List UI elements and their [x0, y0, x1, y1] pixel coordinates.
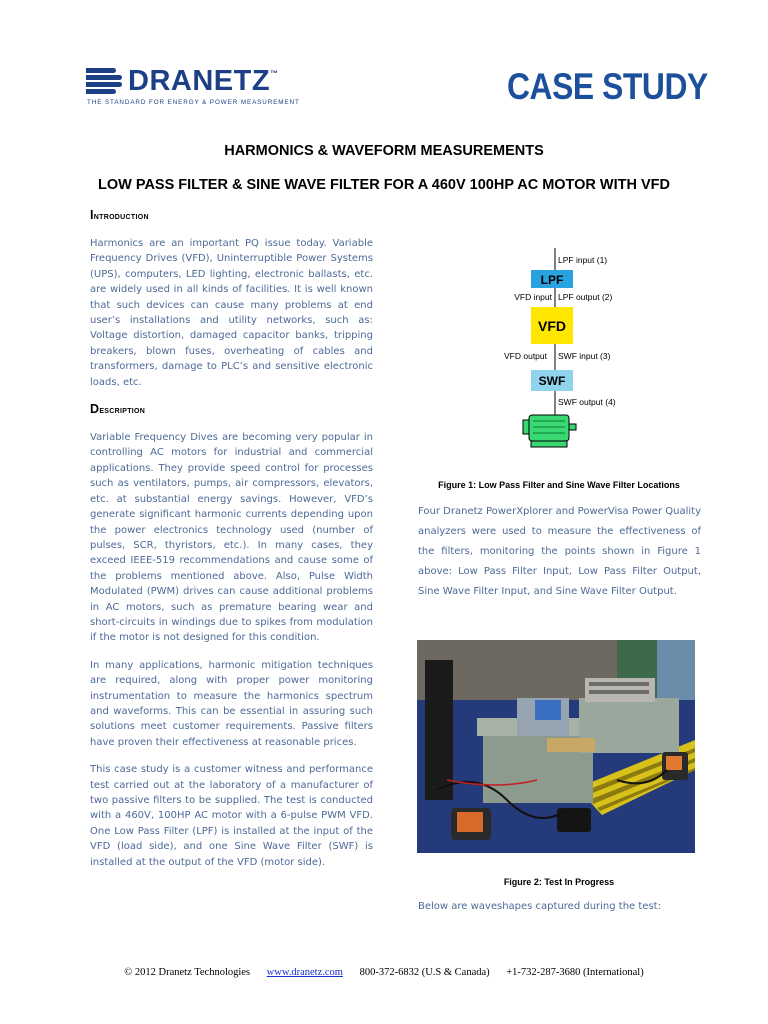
dranetz-logo — [86, 64, 301, 110]
dranetz-logo-icon — [86, 68, 124, 96]
lpf-box-label: LPF — [540, 273, 564, 287]
footer-phone-intl: +1-732-287-3680 (International) — [506, 967, 644, 978]
filter-location-diagram — [495, 248, 635, 458]
page-footer — [0, 967, 768, 978]
swf-box-label: SWF — [538, 374, 566, 388]
footer-website-link[interactable]: www.dranetz.com — [266, 967, 343, 978]
motor-icon — [523, 415, 576, 447]
description-heading: Description — [90, 402, 146, 417]
test-in-progress-photo — [417, 640, 695, 853]
label-lpf-output: LPF output (2) — [558, 292, 613, 302]
description-paragraph-3: This case study is a customer witness and performance test carried out at the laboratory of a manufacturer of two passive filters to be supplied. The test is conducted with a 460V, 100HP AC motor with a 6-pulse PWM VFD. One Low Pass Filter (LPF) is installed at the input of the VFD (load side), and one Sine Wave Filter (SWF) is installed at the output of the VFD (motor side). — [90, 764, 373, 868]
logo-wordmark: DRANETZ™ — [128, 65, 279, 97]
vfd-box-label: VFD — [538, 318, 566, 334]
description-paragraph-2: In many applications, harmonic mitigation techniques are required, along with proper power monitoring instrumentation to measure the harmonics spectrum and waveforms. This can be essential in assuring such solutions meet customer requirements. Passive filters have proven their effectiveness at reasonable prices. — [90, 659, 373, 748]
label-swf-output: SWF output (4) — [558, 397, 616, 407]
logo-tagline: THE STANDARD FOR ENERGY & POWER MEASUREMENT — [87, 99, 300, 106]
figure-1-caption: Figure 1: Low Pass Filter and Sine Wave Filter Locations — [438, 480, 680, 490]
figure-2-caption: Figure 2: Test In Progress — [503, 877, 615, 887]
description-paragraph-1: Variable Frequency Dives are becoming very popular in controlling AC motors for industrial and commercial applications. They provide speed control for processes such as ventilators, pumps, air compressors, elevators, etc. at substantial energy savings. However, VFD’s generate significant harmonic currents depending upon the power electronics technology used (number of pulses, SCR, thyristors, etc.). In many cases, they exceed IEEE-519 recommendations and cause some of the problems mentioned above. Also, Pulse Width Modulated (PWM) drives can cause additional problems in AC motors, such as premature bearing wear and short-circuits in windings due to spikes from modulation if the motor is not designed for this condition. — [90, 432, 373, 644]
page-title: HARMONICS & WAVEFORM MEASUREMENTS — [224, 143, 544, 159]
label-swf-input: SWF input (3) — [558, 351, 611, 361]
waveshapes-intro: Below are waveshapes captured during the test: — [418, 901, 661, 912]
page-subtitle: LOW PASS FILTER & SINE WAVE FILTER FOR A 460V 100HP AC MOTOR WITH VFD — [98, 177, 670, 193]
footer-copyright: © 2012 Dranetz Technologies — [124, 967, 251, 978]
left-column — [90, 208, 373, 882]
introduction-heading: Introduction — [90, 208, 149, 222]
label-lpf-input: LPF input (1) — [558, 255, 608, 265]
introduction-paragraph: Harmonics are an important PQ issue today. Variable Frequency Drives (VFD), Uninterruptible Power Systems (UPS), computers, LED lighting, electronic ballasts, etc. are widely used in all kinds of facilities. It is well known that such devices can cause many problems at end user’s installations and utility networks, such as: Voltage distortion, damaged capacitor banks, tripping breakers, blown fuses, overheating of cables and transformers, damage to PLC’s and sensitive electronic loads, etc. — [90, 238, 373, 388]
analyzers-paragraph: Four Dranetz PowerXplorer and PowerVisa Power Quality analyzers were used to measure the effectiveness of the filters, monitoring the points shown in Figure 1 above: Low Pass Filter Input, Low Pass Filter Output, Sine Wave Filter Input, and Sine Wave Filter Output. — [418, 506, 701, 597]
footer-phone-us: 800-372-6832 (U.S & Canada) — [359, 967, 490, 978]
label-vfd-output: VFD output — [504, 351, 547, 361]
case-study-label: CASE STUDY — [507, 66, 708, 107]
label-vfd-input: VFD input — [514, 292, 552, 302]
